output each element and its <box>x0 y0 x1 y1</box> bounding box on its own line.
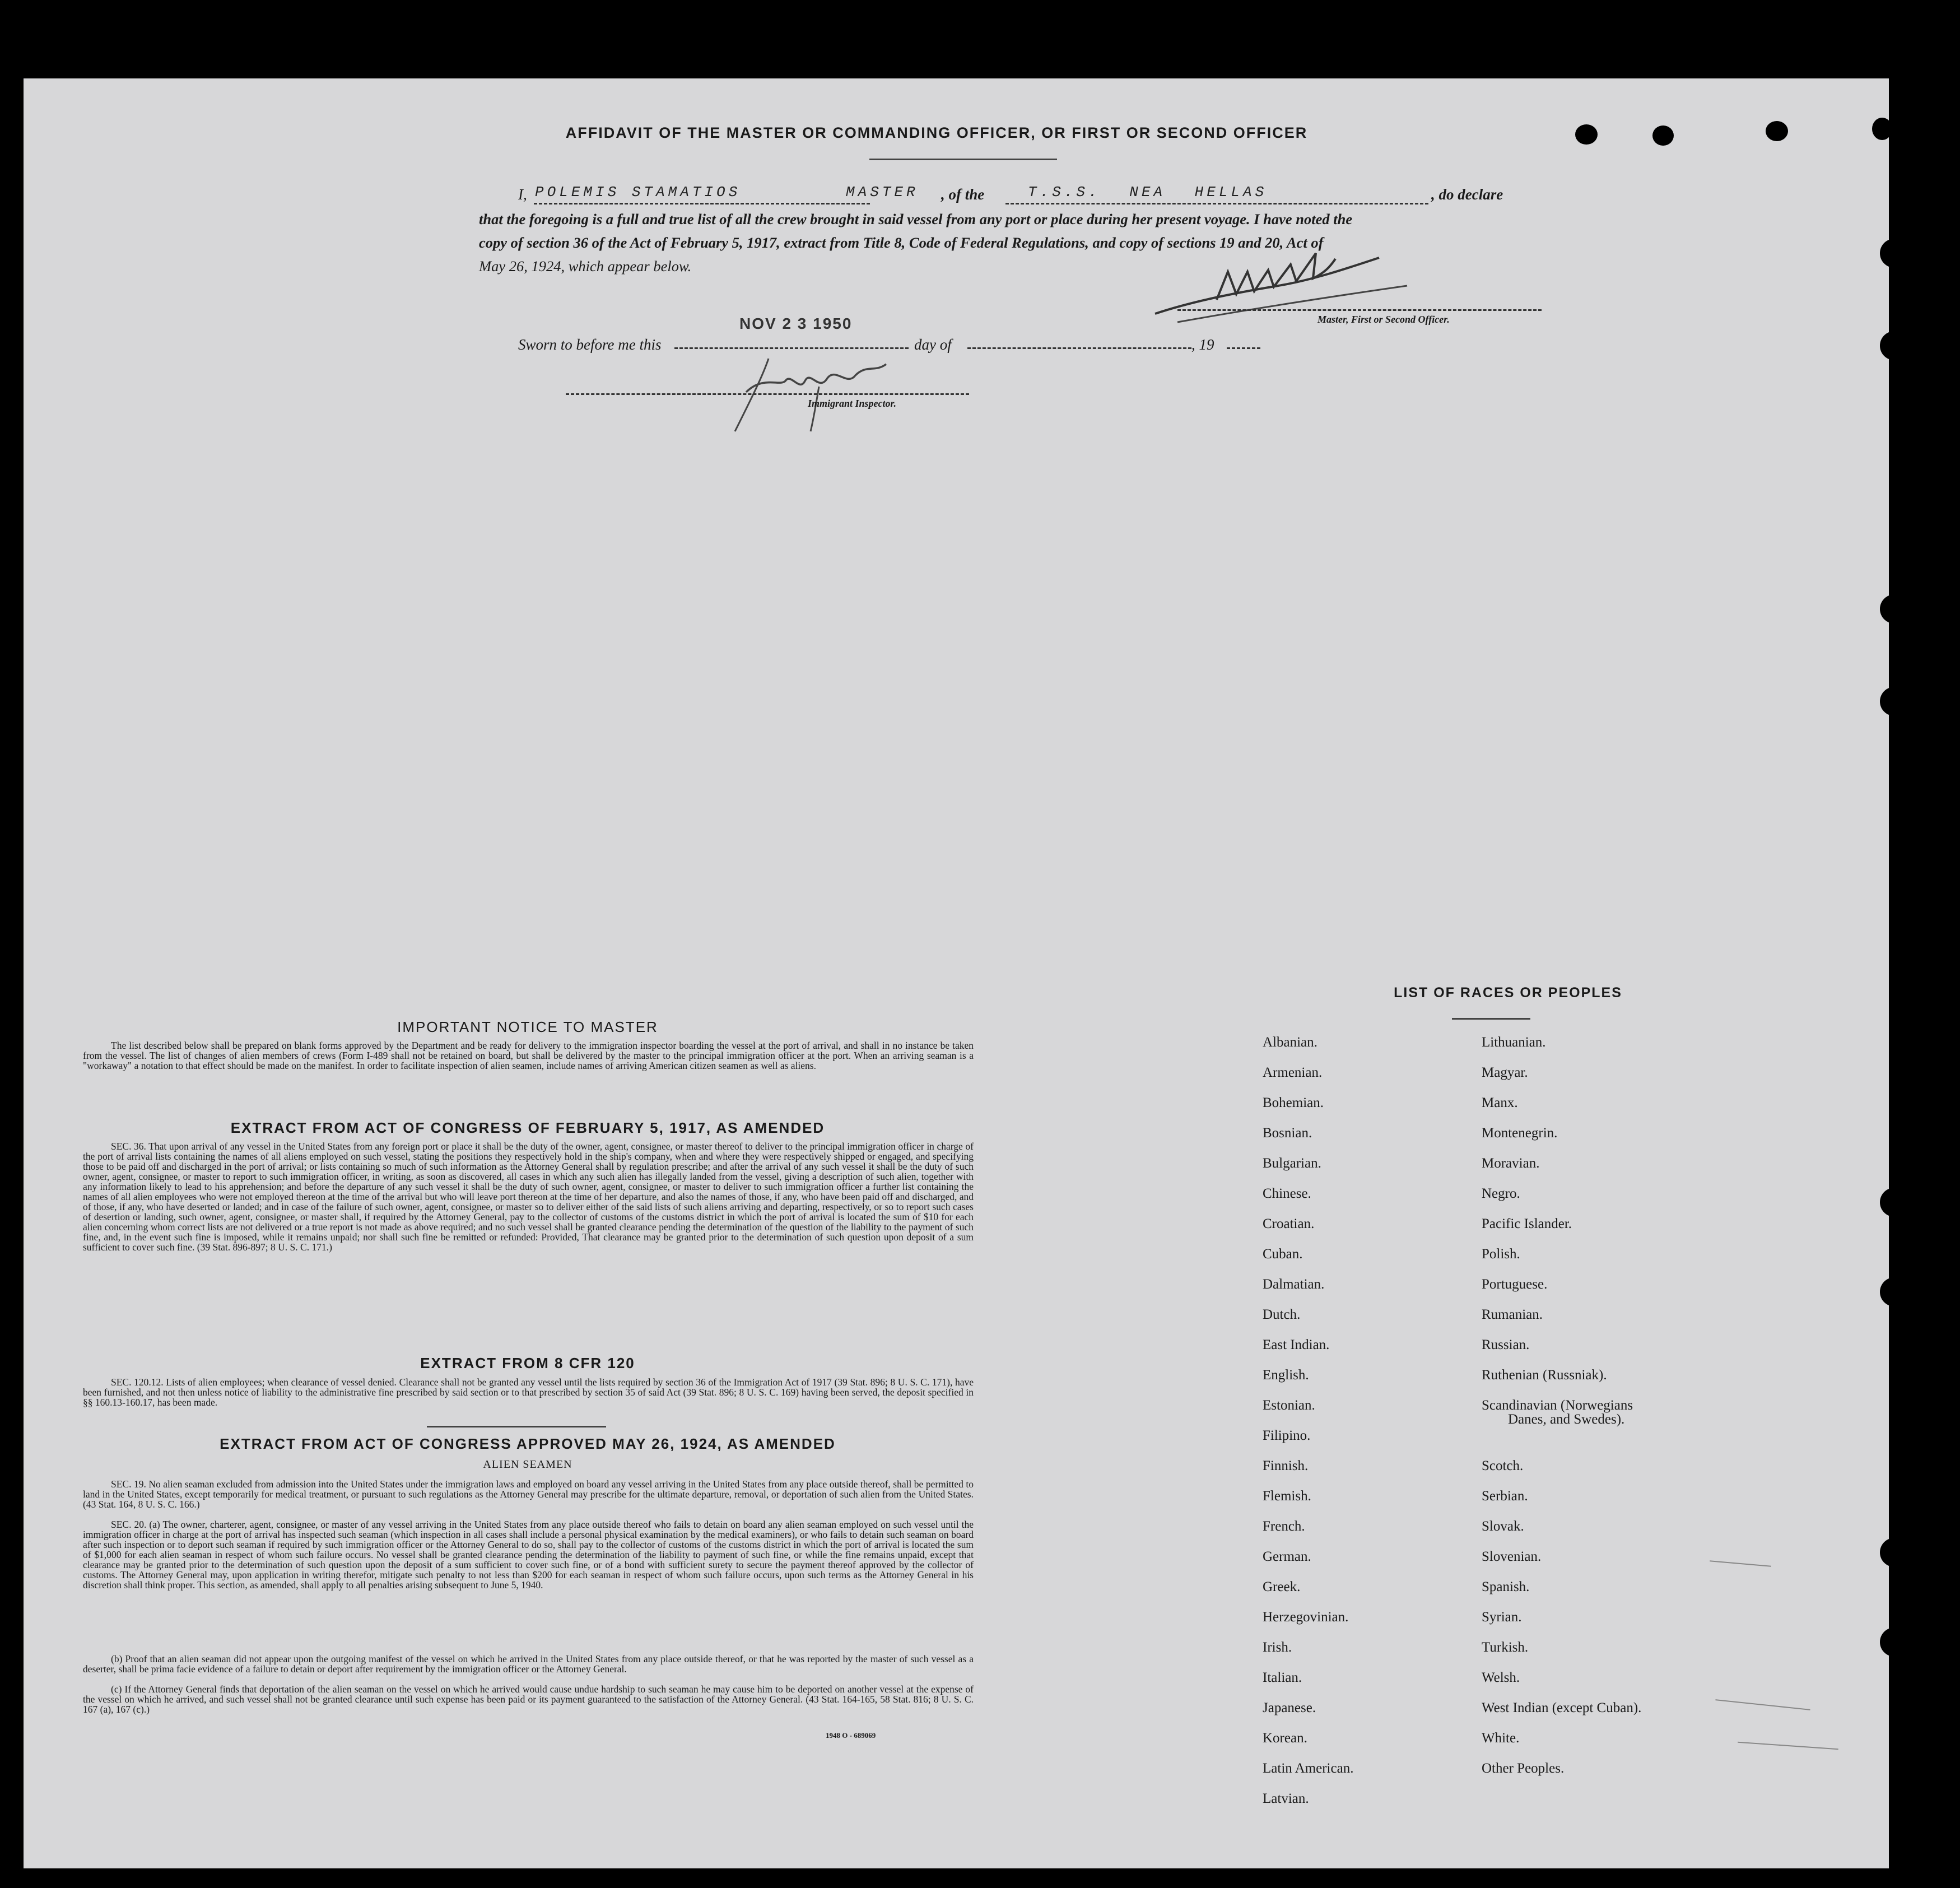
pencil-mark <box>1738 1742 1838 1750</box>
race-item: Pacific Islander. <box>1482 1216 1572 1231</box>
extract-1924-sec20c: (c) If the Attorney General finds that deportation of the alien seaman on the vessel on which he arrived would cause undue hardship to such seaman he may cause him to be deported on another vessel at the expense of the vessel on which he arrived, and such vessel shall not be granted clearance until such expense has been paid or its payment guaranteed to the satisfaction of the Attorney General. (43 Stat. 164-165, 58 Stat. 816; 8 U. S. C. 167 (a), 167 (c).) <box>83 1684 974 1715</box>
punch-hole <box>1880 1627 1909 1657</box>
race-item: Estonian. <box>1263 1398 1315 1413</box>
race-item: Latin American. <box>1263 1761 1354 1776</box>
race-item: Montenegrin. <box>1482 1126 1558 1141</box>
i-label: I, <box>518 186 527 203</box>
master-signature-caption: Master, First or Second Officer. <box>1317 314 1450 325</box>
extract-1924-sec19: SEC. 19. No alien seaman excluded from admission into the United States under the immigration laws and employed on board any vessel arriving in the United States from any place outside thereof, shall be permitted to land in the United States, except temporarily for medical treatment, or pursuant to such regulations as the Attorney General may prescribe for the ultimate departure, removal, or deportation of such alien from the United States. (43 Stat. 164, 8 U. S. C. 166.) <box>83 1478 974 1510</box>
race-item: Ruthenian (Russniak). <box>1482 1368 1607 1383</box>
do-declare-label: , do declare <box>1431 186 1503 203</box>
race-item: Finnish. <box>1263 1458 1309 1473</box>
race-item: Danes, and Swedes). <box>1508 1412 1625 1427</box>
races-heading: LIST OF RACES OR PEOPLES <box>1394 985 1622 1001</box>
race-item: Scotch. <box>1482 1458 1524 1473</box>
race-item: Greek. <box>1263 1579 1301 1594</box>
race-item: West Indian (except Cuban). <box>1482 1700 1642 1715</box>
inspector-signature <box>707 342 920 437</box>
race-item: Irish. <box>1263 1640 1292 1655</box>
race-item: Dutch. <box>1263 1307 1301 1322</box>
pencil-mark <box>1715 1699 1810 1710</box>
race-item: East Indian. <box>1263 1337 1330 1352</box>
race-item: Albanian. <box>1263 1035 1317 1050</box>
race-item: Filipino. <box>1263 1428 1311 1443</box>
race-item: Korean. <box>1263 1731 1307 1746</box>
of-the-label: , of the <box>941 186 985 203</box>
notice-body: The list described below shall be prepared on blank forms approved by the Department and be ready for delivery to the immigration inspector boarding the vessel at the port of arrival, and shall in no instance be taken from the vessel. The list of changes of alien members of crews (Form I-489 shall not be retained on board, but shall be delivered by the master to the principal immigration officer at the port. When an arriving seaman is a "workaway" a notation to that effect should be made on the manifest. In order to facilitate inspection of alien seamen, include names of arriving American citizen seamen as well as aliens. <box>83 1040 974 1071</box>
year-field <box>1227 347 1260 349</box>
punch-hole <box>1880 594 1909 624</box>
print-code: 1948 O - 689069 <box>826 1731 876 1740</box>
punch-hole <box>1766 121 1788 141</box>
race-item: Magyar. <box>1482 1065 1528 1080</box>
document-page <box>24 78 1889 1868</box>
pencil-mark <box>1710 1560 1771 1567</box>
extract-1924-heading: EXTRACT FROM ACT OF CONGRESS APPROVED MAY 26, 1924, AS AMENDED <box>220 1435 836 1452</box>
date-stamp: NOV 2 3 1950 <box>739 315 853 332</box>
race-item: German. <box>1263 1549 1311 1564</box>
sworn-label: Sworn to before me this <box>518 336 662 353</box>
affidavit-line2: that the foregoing is a full and true list of all the crew brought in said vessel from any port or place during her present voyage. I have noted the <box>479 211 1353 227</box>
punch-hole <box>1880 1188 1909 1217</box>
race-item: Bulgarian. <box>1263 1156 1321 1171</box>
race-item: Scandinavian (Norwegians <box>1482 1398 1633 1413</box>
race-item: Italian. <box>1263 1670 1302 1685</box>
punch-hole <box>1575 124 1598 145</box>
punch-hole <box>1880 239 1909 268</box>
inspector-caption: Immigrant Inspector. <box>808 398 897 409</box>
alien-seamen-subheading: ALIEN SEAMEN <box>483 1458 572 1471</box>
race-item: Polish. <box>1482 1247 1520 1262</box>
races-rule <box>1452 1018 1530 1020</box>
extract-cfr-body: SEC. 120.12. Lists of alien employees; when clearance of vessel denied. Clearance shall not be granted any vessel until the lists required by section 36 of the Immigration Act of 1917 (39 Stat. 896; 8 U. S. C. 171), have been furnished, and not then unless notice of liability to the administrative fine prescribed by said section or to that prescribed by section 35 of said Act (39 Stat. 896; 8 U. S. C. 169) having been served, the deposit specified in §§ 160.13-160.17, has been made. <box>83 1377 974 1408</box>
race-item: Dalmatian. <box>1263 1277 1325 1292</box>
affidavit-line3: copy of section 36 of the Act of February 5, 1917, extract from Title 8, Code of Federal Regulations, and copy of sections 19 and 20, Act of <box>479 234 1324 251</box>
race-item: Latvian. <box>1263 1791 1309 1806</box>
affidavit-line1 <box>518 186 1546 208</box>
race-item: Croatian. <box>1263 1216 1315 1231</box>
punch-hole <box>1652 125 1674 146</box>
race-item: Lithuanian. <box>1482 1035 1546 1050</box>
year-label: , 19 <box>1191 336 1214 353</box>
race-item: Herzegovinian. <box>1263 1610 1349 1625</box>
race-item: Turkish. <box>1482 1640 1529 1655</box>
race-item: Other Peoples. <box>1482 1761 1565 1776</box>
master-signature-line <box>1177 309 1542 311</box>
race-item: Armenian. <box>1263 1065 1323 1080</box>
master-name: POLEMIS STAMATIOS <box>535 184 741 201</box>
race-item: French. <box>1263 1519 1305 1534</box>
vessel-name: T.S.S. NEA HELLAS <box>1028 184 1268 201</box>
race-item: Syrian. <box>1482 1610 1522 1625</box>
race-item: Negro. <box>1482 1186 1520 1201</box>
race-item: White. <box>1482 1731 1520 1746</box>
notice-heading: IMPORTANT NOTICE TO MASTER <box>397 1019 658 1035</box>
race-item: Flemish. <box>1263 1489 1311 1504</box>
month-field <box>967 347 1191 349</box>
race-item: Japanese. <box>1263 1700 1316 1715</box>
punch-hole <box>1880 331 1909 360</box>
race-item: English. <box>1263 1368 1309 1383</box>
master-rank: MASTER <box>846 184 919 201</box>
race-item: Bosnian. <box>1263 1126 1312 1141</box>
extract-1924-sec20a: SEC. 20. (a) The owner, charterer, agent, consignee, or master of any vessel arriving in the United States from any place outside thereof who fails to detain on board any alien seaman employed on such vessel until the immigration officer in charge at the port of arrival has inspected such seaman (which inspection in all cases shall include a personal physical examination by the medical examiners), or who fails to detain such seaman on board after such inspection or to deport such seaman if required by such immigration officer or the Attorney General to do so, shall pay to the collector of customs of the customs district in which the port of arrival is located the sum of $1,000 for each alien seaman in respect of whom such failure occurs. No vessel shall be granted clearance pending the determination of the liability to payment of such fine, or while the fine remains unpaid, except that clearance may be granted prior to the determination of such question upon the deposit of a sum sufficient to cover such fine, or of a bond with sufficient surety to secure the payment thereof approved by the collector of customs. The Attorney General may, upon application in writing therefor, mitigate such penalty to not less than $200 for each seaman in respect of whom such failure occurs, upon such terms as the Attorney General in his discretion shall think proper. This section, as amended, shall apply to all penalties arising subsequent to June 5, 1940. <box>83 1519 974 1591</box>
punch-hole <box>1872 118 1892 140</box>
inspector-signature-line <box>566 393 969 395</box>
race-item: Serbian. <box>1482 1489 1528 1504</box>
section-rule <box>427 1426 606 1427</box>
race-item: Bohemian. <box>1263 1095 1324 1110</box>
affidavit-line4: May 26, 1924, which appear below. <box>479 258 692 275</box>
extract-1917-body: SEC. 36. That upon arrival of any vessel in the United States from any foreign port or place it shall be the duty of the owner, agent, consignee, or master thereof to deliver to the principal immigration officer in charge of the port of arrival lists containing the names of all aliens employed on such vessel, stating the positions they respectively hold in the ship's company, when and where they were respectively shipped or engaged, and specifying those to be paid off and discharged in the port of arrival; or lists containing so much of such information as the Attorney General shall by regulation prescribe; and after the arrival of any such vessel it shall be the duty of such owner, agent, consignee, or master to report to such immigration officer, in writing, as soon as discovered, all cases in which any such alien has illegally landed from the vessel, giving a description of such alien, together with any information likely to lead to his apprehension; and before the departure of any such vessel it shall be the duty of such owner, agent, consignee, or master to deliver to such immigration officer a further list containing the names of all alien employees who were not employed thereon at the time of the arrival but who will leave port thereon at the time of her departure, and also the names of those, if any, who have been paid off and discharged, and of those, if any, who have deserted or landed; and in case of the failure of such owner, agent, consignee, or master so to deliver either of the said lists of such aliens arriving and departing, respectively, or so to report such cases of desertion or landing, such owner, agent, consignee, or master shall, if required by the Attorney General, pay to the collector of customs of the customs district in which the port of arrival is located the sum of $10 for each alien concerning whom correct lists are not delivered or a true report is not made as above required; and no such vessel shall be granted clearance pending the determination of the question of the liability to the payment of such fine, and, in the event such fine is imposed, while it remains unpaid; nor shall such fine be remitted or refunded: Provided, That clearance may be granted prior to the determination of such question upon deposit of a sum sufficient to cover such fine. (39 Stat. 896-897; 8 U. S. C. 171.) <box>83 1141 974 1253</box>
extract-1917-heading: EXTRACT FROM ACT OF CONGRESS OF FEBRUARY 5, 1917, AS AMENDED <box>230 1119 825 1136</box>
extract-1924-sec20b: (b) Proof that an alien seaman did not appear upon the outgoing manifest of the vessel on which he arrived in the United States from any place outside thereof, or that he was reported by the master of such vessel as a deserter, shall be prima facie evidence of a failure to detain or deport after requirement by the immigration officer or the Attorney General. <box>83 1653 974 1675</box>
race-item: Spanish. <box>1482 1579 1530 1594</box>
punch-hole <box>1880 1538 1909 1567</box>
race-item: Moravian. <box>1482 1156 1540 1171</box>
extract-cfr-heading: EXTRACT FROM 8 CFR 120 <box>420 1355 635 1371</box>
race-item: Russian. <box>1482 1337 1530 1352</box>
race-item: Welsh. <box>1482 1670 1520 1685</box>
race-item: Slovenian. <box>1482 1549 1542 1564</box>
affidavit-title: AFFIDAVIT OF THE MASTER OR COMMANDING OFFICER, OR FIRST OR SECOND OFFICER <box>565 124 1308 141</box>
race-item: Portuguese. <box>1482 1277 1548 1292</box>
race-item: Chinese. <box>1263 1186 1311 1201</box>
race-item: Rumanian. <box>1482 1307 1543 1322</box>
race-item: Slovak. <box>1482 1519 1524 1534</box>
day-of-label: day of <box>914 336 952 353</box>
punch-hole <box>1880 1277 1909 1306</box>
race-item: Cuban. <box>1263 1247 1303 1262</box>
title-rule <box>869 159 1057 160</box>
race-item: Manx. <box>1482 1095 1518 1110</box>
punch-hole <box>1880 687 1909 716</box>
